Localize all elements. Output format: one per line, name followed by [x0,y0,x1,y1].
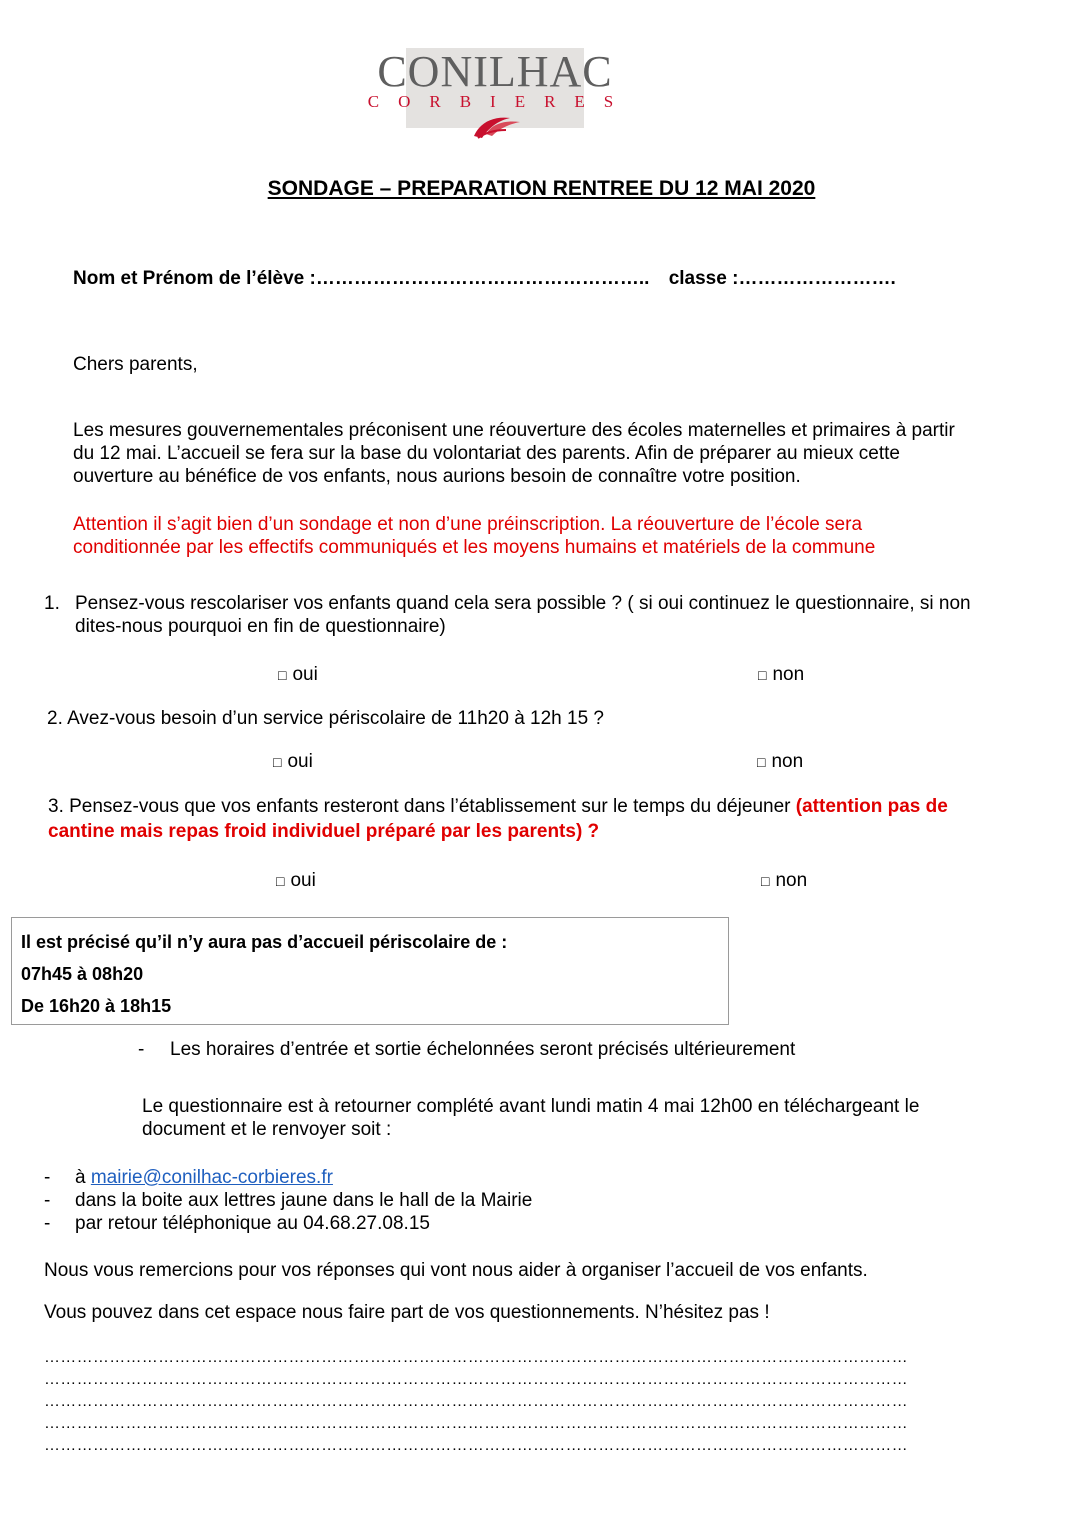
student-info-line [73,268,896,290]
q3-yes-label: oui [290,870,316,891]
notice-line-2: 07h45 à 08h20 [21,964,144,984]
comment-line[interactable]: …………………………………………………………………………………………………………………………………………… [44,1349,908,1366]
method-mailbox: dans la boite aux lettres jaune dans le hall de la Mairie [75,1190,533,1211]
q2-no-option[interactable] [757,751,803,773]
q1-line-2: dites-nous pourquoi en fin de questionnaire) [75,616,446,637]
q1-number: 1. [44,593,60,614]
comments-prompt: Vous pouvez dans cet espace nous faire part de vos questionnements. N’hésitez pas ! [44,1302,770,1323]
q3-no-option[interactable] [761,870,807,892]
q1-no-option[interactable] [758,664,804,686]
student-name-field[interactable]: …………………………………………….. [315,268,650,289]
method-dash: - [44,1190,51,1211]
q2-yes-option[interactable] [273,751,313,773]
q3-warning-start: (attention pas de [795,796,948,817]
notice-line-3: De 16h20 à 18h15 [21,996,172,1016]
logo-swoosh-icon [470,108,530,140]
q3-line-1 [48,796,948,818]
checkbox-icon[interactable]: □ [758,667,767,683]
logo-name: CONILHAC [377,47,613,96]
notice-line-1: Il est précisé qu’il n’y aura pas d’accueil périscolaire de : [21,932,508,952]
checkbox-icon[interactable]: □ [276,873,285,889]
schedule-note-dash: - [138,1039,145,1060]
q2-text: 2. Avez-vous besoin d’un service périscolaire de 11h20 à 12h 15 ? [47,708,604,729]
intro-line-2: du 12 mai. L’accueil se fera sur la base du volontariat des parents. Afin de préparer au mieux cette [73,443,900,464]
warning-line-2: conditionnée par les effectifs communiqués et les moyens humains et matériels de la commune [73,537,876,558]
checkbox-icon[interactable]: □ [757,754,766,770]
greeting: Chers parents, [73,354,198,375]
warning-line-1: Attention il s’agit bien d’un sondage et non d’une préinscription. La réouverture de l’école sera [73,514,863,535]
q1-line-1: Pensez-vous rescolariser vos enfants quand cela sera possible ? ( si oui continuez le questionnaire, si non [75,593,971,614]
comment-line[interactable]: …………………………………………………………………………………………………………………………………………… [44,1371,908,1388]
comment-line[interactable]: …………………………………………………………………………………………………………………………………………… [44,1437,908,1454]
q1-yes-option[interactable] [278,664,318,686]
student-name-label: Nom et Prénom de l’élève : [73,268,316,289]
class-label: classe : [668,268,739,289]
method-dash: - [44,1213,51,1234]
municipality-logo [330,48,660,140]
checkbox-icon[interactable]: □ [278,667,287,683]
comment-line[interactable]: …………………………………………………………………………………………………………………………………………… [44,1393,908,1410]
q1-no-label: non [772,664,805,685]
thanks-text: Nous vous remercions pour vos réponses qui vont nous aider à organiser l’accueil de vos enfants. [44,1260,868,1281]
method-phone: par retour téléphonique au 04.68.27.08.15 [75,1213,430,1234]
logo-tagline: CORBIERES [367,92,633,111]
q3-text: 3. Pensez-vous que vos enfants resteront dans l’établissement sur le temps du déjeuner [48,796,796,817]
return-info-line-2: document et le renvoyer soit : [142,1119,392,1140]
email-prefix: à [75,1167,91,1188]
return-info-line-1: Le questionnaire est à retourner complété avant lundi matin 4 mai 12h00 en téléchargeant le [142,1096,920,1117]
method-dash: - [44,1167,51,1188]
checkbox-icon[interactable]: □ [761,873,770,889]
q1-yes-label: oui [292,664,318,685]
intro-line-3: ouverture au bénéfice de vos enfants, nous aurions besoin de connaître votre position. [73,466,801,487]
comment-line[interactable]: …………………………………………………………………………………………………………………………………………… [44,1415,908,1432]
q3-warning-end: cantine mais repas froid individuel préparé par les parents) ? [48,821,600,842]
email-link[interactable]: mairie@conilhac-corbieres.fr [90,1167,333,1188]
intro-line-1: Les mesures gouvernementales préconisent une réouverture des écoles maternelles et primaires à partir [73,420,955,441]
document-title: SONDAGE – PREPARATION RENTREE DU 12 MAI 2020 [267,177,816,200]
q2-no-label: non [771,751,804,772]
class-field[interactable]: ……………………. [738,268,896,289]
method-email [75,1167,333,1189]
q3-no-label: non [775,870,808,891]
q2-yes-label: oui [287,751,313,772]
q3-yes-option[interactable] [276,870,316,892]
schedule-note: Les horaires d’entrée et sortie échelonnées seront précisés ultérieurement [170,1039,796,1060]
checkbox-icon[interactable]: □ [273,754,282,770]
periscolaire-notice-box [11,917,729,1025]
